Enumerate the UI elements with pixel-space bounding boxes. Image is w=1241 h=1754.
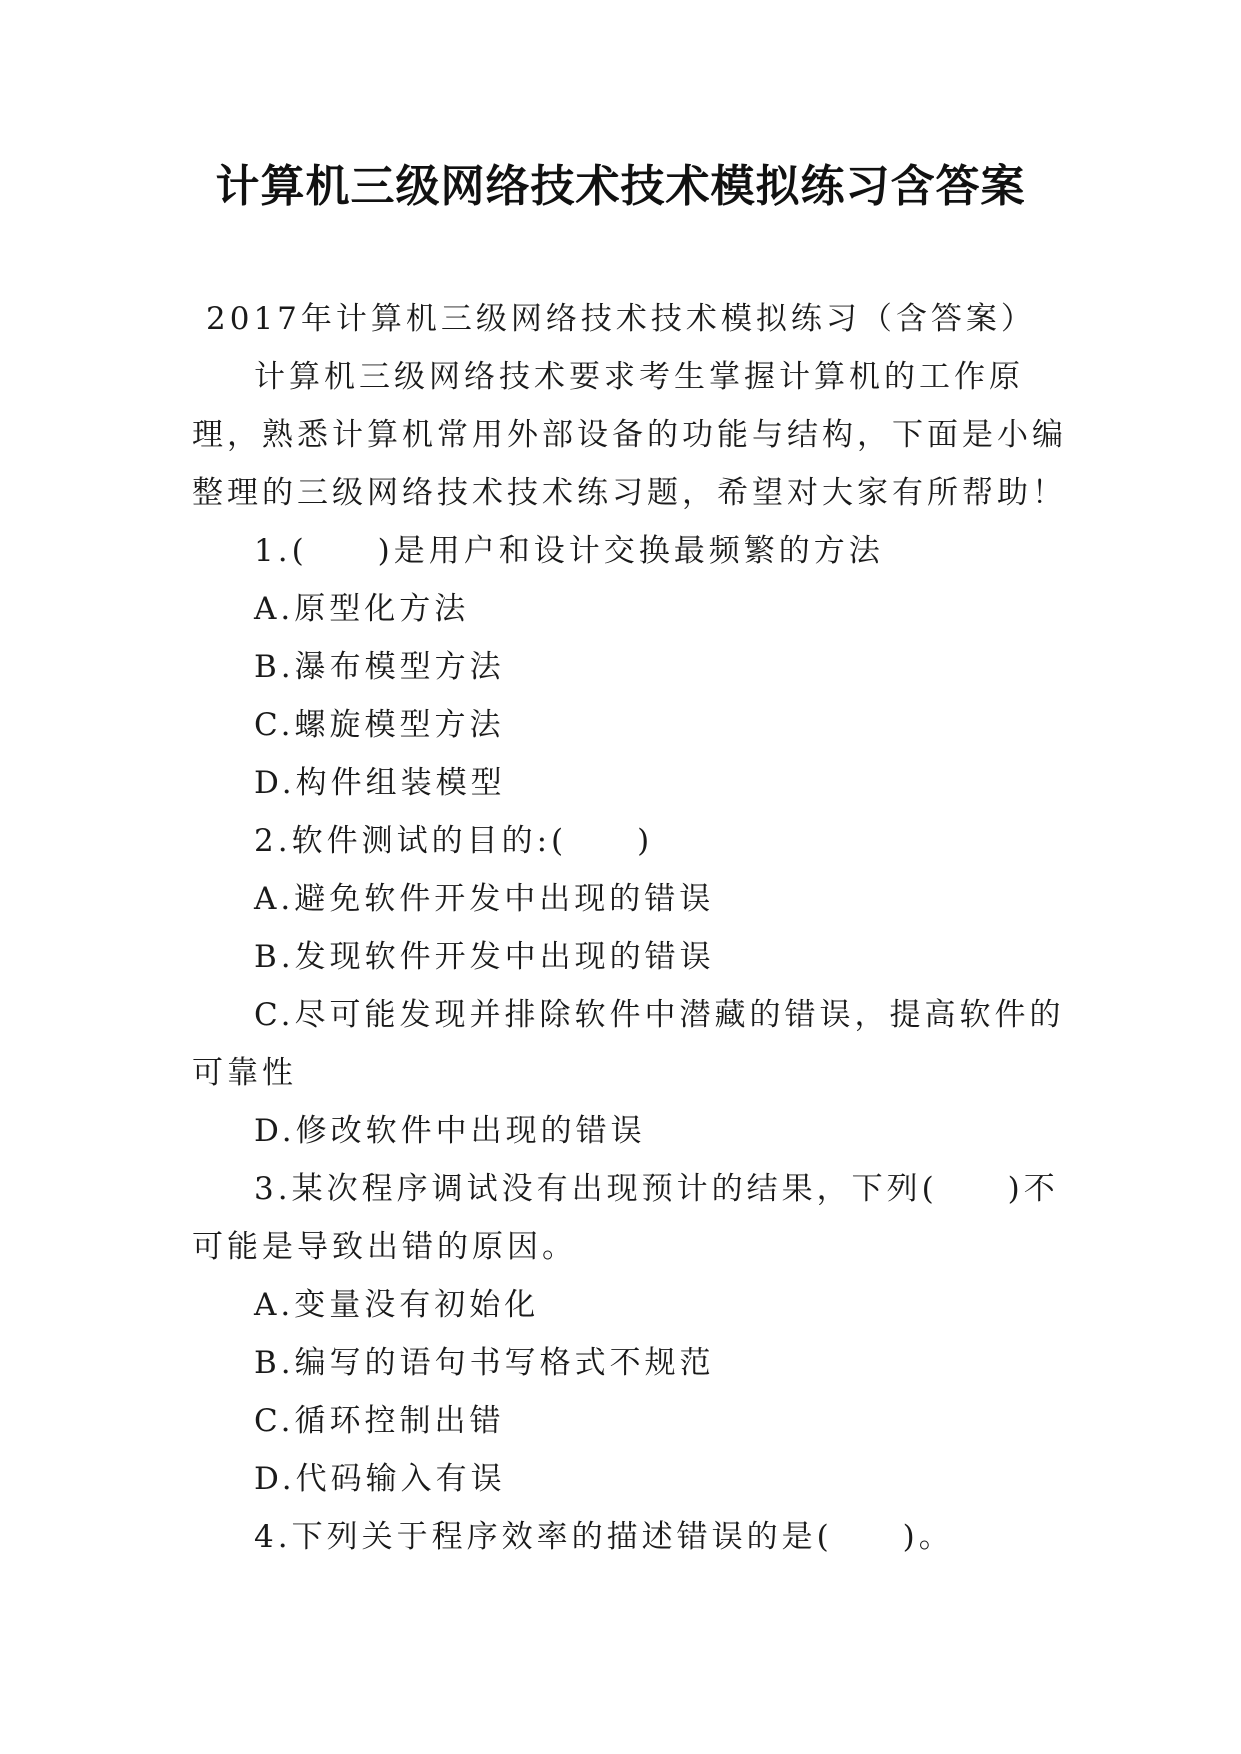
question-2-option-d: D.修改软件中出现的错误 [254, 1113, 646, 1149]
question-3-option-b: B.编写的语句书写格式不规范 [254, 1345, 715, 1381]
question-stem-1: 1.( )是用户和设计交换最频繁的方法 [254, 533, 884, 569]
question-stem-2: 2.软件测试的目的:( ) [254, 823, 654, 859]
question-1-option-a: A.原型化方法 [254, 591, 470, 627]
question-1-option-c: C.螺旋模型方法 [254, 707, 505, 743]
intro-paragraph: 计算机三级网络技术要求考生掌握计算机的工作原理，熟悉计算机常用外部设备的功能与结构，下面是小编整理的三级网络技术技术练习题，希望对大家有所帮助！ [192, 359, 1067, 511]
question-2-option-c: C.尽可能发现并排除软件中潜藏的错误，提高软件的可靠性 [192, 997, 1065, 1091]
document-body [192, 290, 1072, 1566]
document-subtitle: 2017年计算机三级网络技术技术模拟练习（含答案） [206, 301, 1036, 337]
question-1-option-d: D.构件组装模型 [254, 765, 506, 801]
question-stem-3: 3.某次程序调试没有出现预计的结果，下列( )不可能是导致出错的原因。 [192, 1171, 1059, 1265]
question-3-option-d: D.代码输入有误 [254, 1461, 506, 1497]
question-stem-4: 4.下列关于程序效率的描述错误的是( )。 [254, 1519, 954, 1555]
page-title: 计算机三级网络技术技术模拟练习含答案 [215, 161, 1026, 212]
question-2-option-a: A.避免软件开发中出现的错误 [254, 881, 715, 917]
question-3-option-a: A.变量没有初始化 [254, 1287, 540, 1323]
question-2-option-b: B.发现软件开发中出现的错误 [254, 939, 715, 975]
question-3-option-c: C.循环控制出错 [254, 1403, 505, 1439]
question-1-option-b: B.瀑布模型方法 [254, 649, 505, 685]
